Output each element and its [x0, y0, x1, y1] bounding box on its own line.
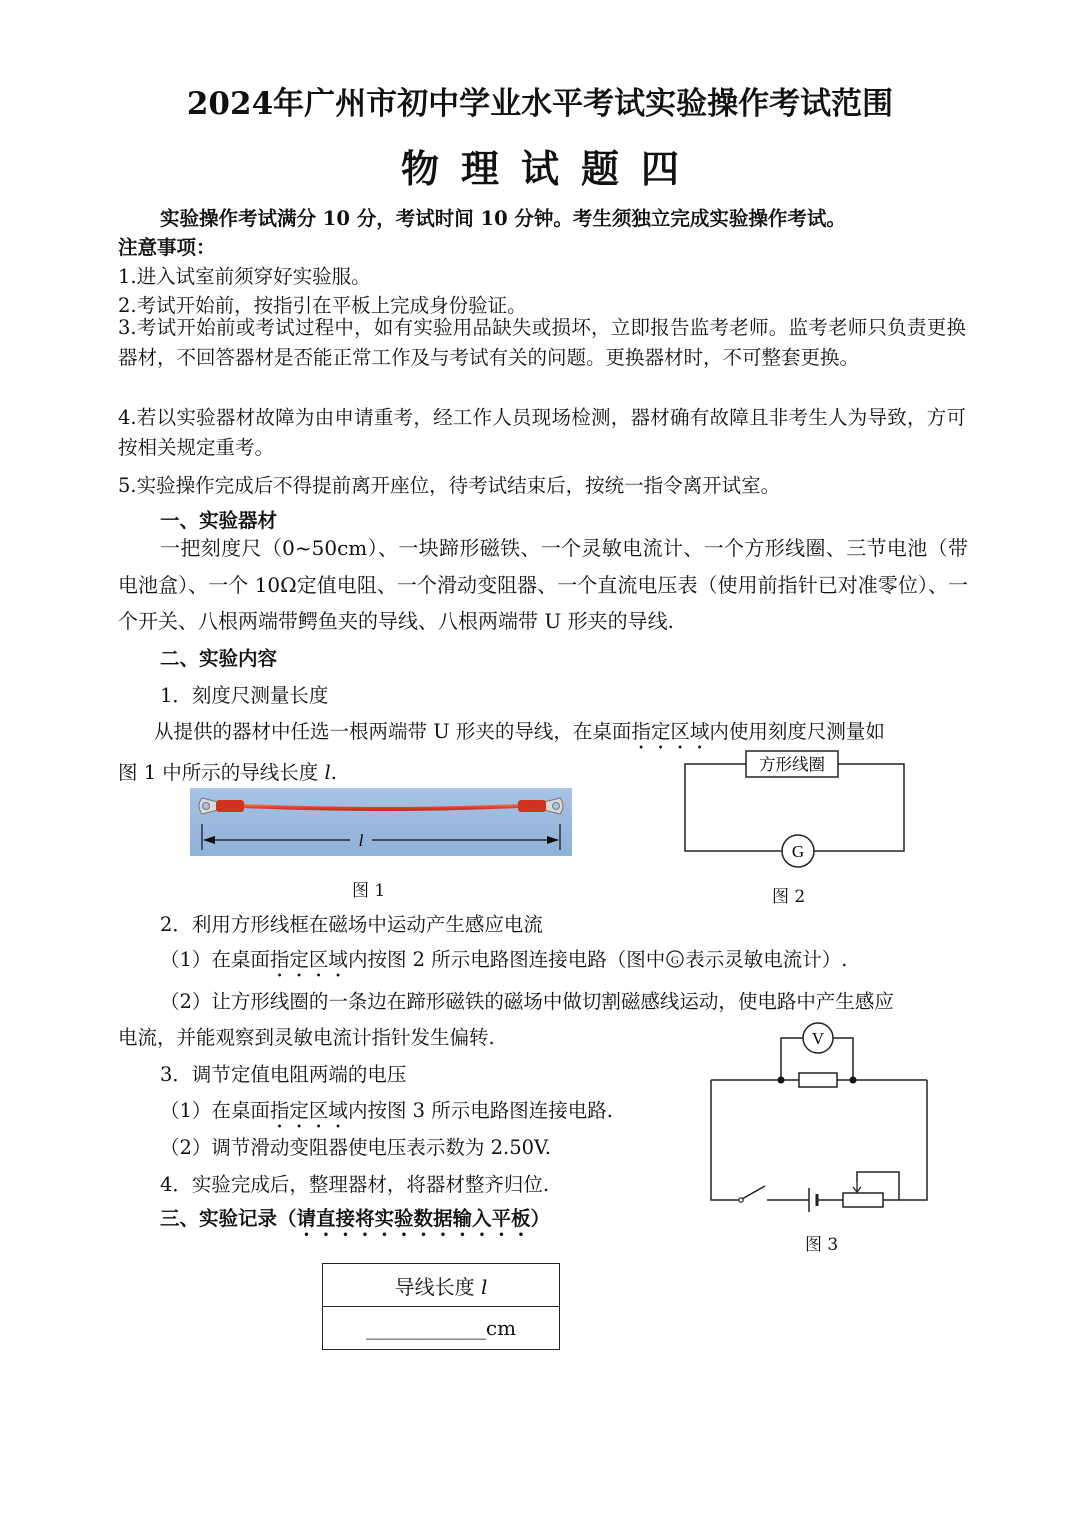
table-header: 导线长度	[394, 1274, 481, 1299]
right-wire	[857, 1080, 927, 1200]
junction-right	[850, 1077, 857, 1084]
galvanometer-label: G	[791, 842, 805, 861]
fixed-resistor-icon	[799, 1073, 837, 1087]
inline-galvanometer-icon	[665, 949, 685, 969]
left-wire	[711, 1080, 739, 1200]
item-1-end: .	[330, 761, 337, 784]
note-3: 3.考试开始前或考试过程中，如有实验用品缺失或损坏，立即报告监考老师。监考老师只负责更换器材，不回答器材是否能正常工作及与考试有关的问题。更换器材时，不可整套更换。	[118, 316, 966, 369]
page-subtitle: 物理试题四	[400, 146, 701, 191]
item-2-step-2b: 电流，并能观察到灵敏电流计指针发生偏转.	[118, 1026, 495, 1049]
item-1-body-b: 内使用刻度尺测量如	[709, 720, 885, 743]
item-2-title: 2．利用方形线框在磁场中运动产生感应电流	[160, 913, 543, 936]
section-3-heading-b: ）	[530, 1207, 551, 1230]
switch-icon	[742, 1186, 765, 1199]
figure-3-caption: 图 3	[805, 1235, 839, 1255]
item-1-body-a: 从提供的器材中任选一根两端带 U 形夹的导线，在桌面	[154, 720, 632, 743]
item-2-emphasis: 指定区域	[269, 948, 348, 971]
item-1-emphasis: 指定区域	[631, 720, 710, 743]
section-1-body: 一把刻度尺（0~50cm）、一块蹄形磁铁、一个灵敏电流计、一个方形线圈、三节电池（带电池盒）、一个 10Ω定值电阻、一个滑动变阻器、一个直流电压表（使用前指针已对准零位）、一个开关、八根两端带鳄鱼夹的导线、八根两端带 U 形夹的导线.	[118, 536, 968, 633]
item-4-title: 4．实验完成后，整理器材，将器材整齐归位.	[160, 1173, 550, 1196]
rheostat-icon	[843, 1193, 883, 1207]
item-3-step-2: （2）调节滑动变阻器使电压表示数为 2.50V.	[160, 1136, 551, 1159]
section-3-emphasis: 请直接将实验数据输入平板	[296, 1207, 531, 1230]
page-title: 2024年广州市初中学业水平考试实验操作考试范围	[186, 86, 894, 122]
intro-text: 实验操作考试满分 10 分，考试时间 10 分钟。考生须独立完成实验操作考试。	[160, 207, 846, 230]
item-3-step-1b: 内按图 3 所示电路图连接电路.	[347, 1099, 613, 1122]
item-3-title: 3．调节定值电阻两端的电压	[160, 1063, 407, 1086]
item-2-step-1c: 表示灵敏电流计）.	[685, 948, 848, 971]
sleeve-right	[518, 800, 546, 812]
item-1-title: 1．刻度尺测量长度	[160, 684, 329, 707]
inline-galvanometer-label: G	[671, 954, 680, 967]
figure-2-circuit	[680, 744, 910, 874]
item-3-step-1a: （1）在桌面	[160, 1099, 270, 1122]
item-2-step-1	[160, 944, 847, 982]
section-3-heading-a: 三、实验记录（	[160, 1207, 297, 1230]
section-2-heading: 二、实验内容	[160, 647, 278, 670]
notes-heading: 注意事项：	[118, 236, 216, 259]
photo-background	[190, 788, 572, 856]
coil-label: 方形线圈	[759, 755, 825, 774]
length-blank[interactable]: ____________	[365, 1316, 486, 1340]
item-3-emphasis: 指定区域	[269, 1099, 348, 1122]
length-variable: l	[324, 761, 331, 784]
figure-1-photo	[190, 788, 572, 856]
figure-2-caption: 图 2	[772, 887, 806, 907]
item-2-step-2a: （2）让方形线圈的一条边在蹄形磁铁的磁场中做切割磁感线运动，使电路中产生感应	[160, 990, 894, 1013]
table-variable: l	[480, 1274, 488, 1299]
section-3-heading	[160, 1203, 550, 1241]
table-row	[323, 1264, 560, 1307]
record-table	[322, 1263, 560, 1350]
note-1: 1.进入试室前须穿好实验服。	[118, 265, 371, 288]
figure-1-caption: 图 1	[352, 881, 386, 901]
length-unit: cm	[485, 1316, 517, 1340]
figure-1-label: l	[358, 831, 364, 850]
item-2-step-1b: 内按图 2 所示电路图连接电路（图中	[347, 948, 666, 971]
figure-3-circuit	[705, 1018, 935, 1218]
item-1-body-c: 图 1 中所示的导线长度	[118, 761, 325, 784]
note-2: 2.考试开始前，按指引在平板上完成身份验证。	[118, 294, 527, 317]
table-row	[323, 1307, 560, 1350]
item-1-body-line2	[118, 757, 337, 785]
item-3-step-1	[160, 1095, 613, 1133]
length-input-cell[interactable]	[323, 1307, 560, 1350]
table-header-cell	[323, 1264, 560, 1307]
note-5: 5.实验操作完成后不得提前离开座位，待考试结束后，按统一指令离开试室。	[118, 474, 781, 497]
item-2-step-1a: （1）在桌面	[160, 948, 270, 971]
note-4: 4.若以实验器材故障为由申请重考，经工作人员现场检测，器材确有故障且非考生人为导致，方可按相关规定重考。	[118, 406, 966, 459]
junction-left	[778, 1077, 785, 1084]
section-1-heading: 一、实验器材	[160, 509, 278, 532]
rheostat-slider-icon	[853, 1182, 861, 1192]
sleeve-left	[216, 800, 244, 812]
voltmeter-label: V	[811, 1029, 825, 1048]
